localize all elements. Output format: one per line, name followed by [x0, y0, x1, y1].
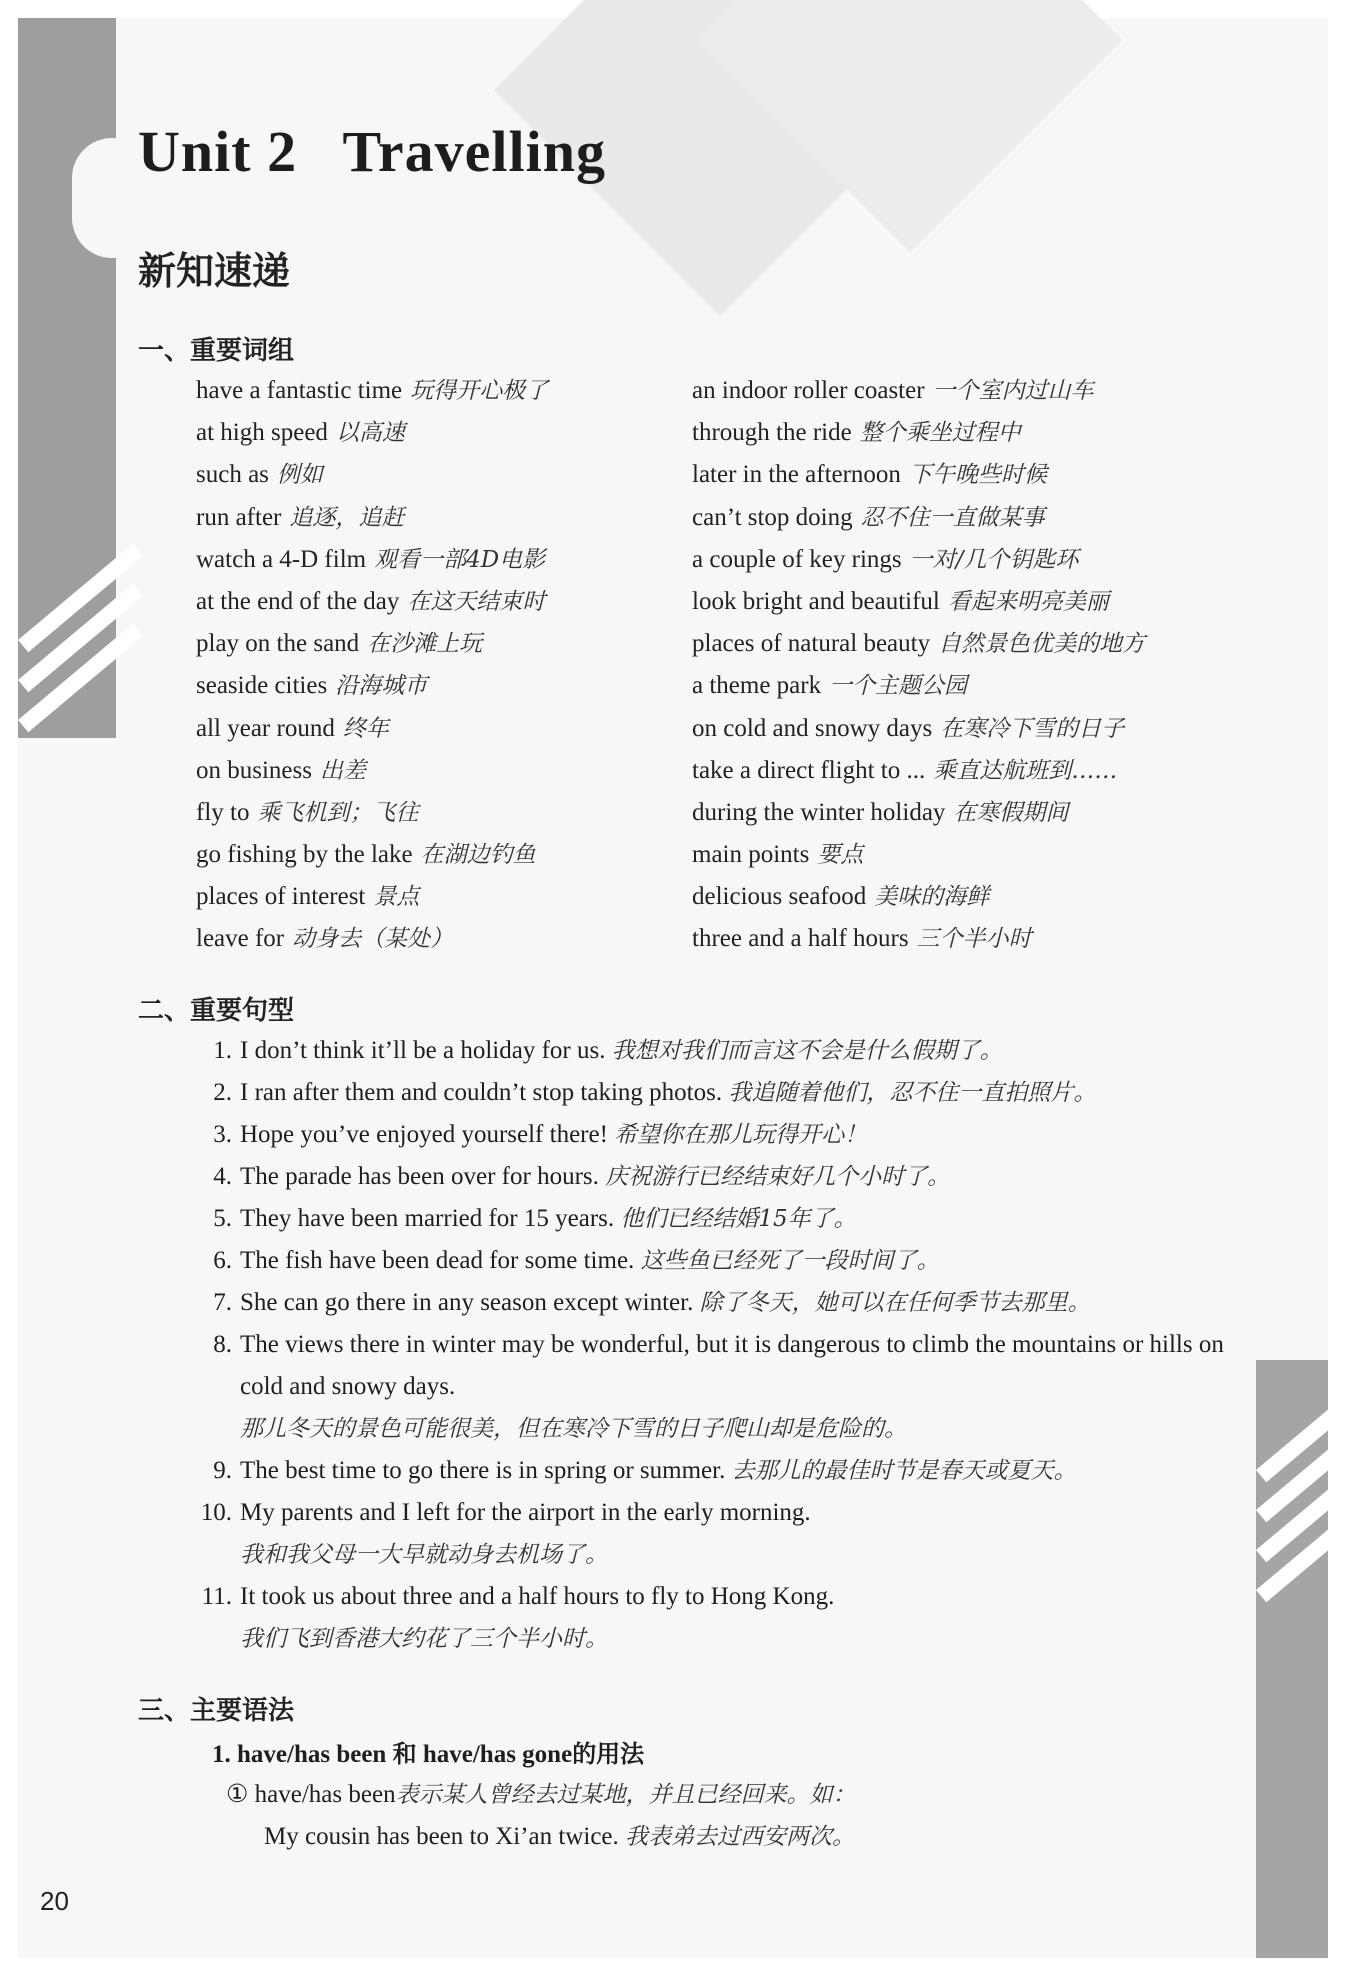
phrase-item: places of natural beauty 自然景色优美的地方 — [692, 630, 1146, 658]
sentence-list — [196, 1030, 1256, 1660]
phrase-item: places of interest 景点 — [196, 883, 420, 911]
phrase-item: such as 例如 — [196, 461, 323, 489]
phrase-item: go fishing by the lake 在湖边钓鱼 — [196, 841, 536, 869]
grammar-title: 1. have/has been 和 have/has gone的用法 — [212, 1740, 645, 1768]
sentence-item: 2. I ran after them and couldn’t stop taking photos. 我追随着他们，忍不住一直拍照片。 — [213, 1079, 1097, 1106]
phrase-item: three and a half hours 三个半小时 — [692, 925, 1032, 953]
phrase-item: during the winter holiday 在寒假期间 — [692, 798, 1069, 826]
phrase-item: look bright and beautiful 看起来明亮美丽 — [692, 587, 1109, 615]
part2-heading: 二、重要句型 — [138, 996, 295, 1026]
phrase-item: take a direct flight to ... 乘直达航班到…… — [692, 756, 1118, 784]
phrase-item: leave for 动身去（某处） — [196, 925, 454, 953]
page-number: 20 — [40, 1886, 69, 1916]
phrase-item: run after 追逐，追赶 — [196, 503, 405, 531]
sentence-item: 9. The best time to go there is in spring or summer. 去那儿的最佳时节是春天或夏天。 — [213, 1457, 1077, 1484]
phrase-item: delicious seafood 美味的海鲜 — [692, 883, 990, 911]
phrase-list-right — [692, 370, 1145, 961]
phrase-item: can’t stop doing 忍不住一直做某事 — [692, 503, 1045, 531]
phrase-item: a couple of key rings 一对/几个钥匙环 — [692, 545, 1079, 573]
phrase-item: fly to 乘飞机到；飞往 — [196, 798, 419, 826]
sentence-item: 5. They have been married for 15 years. 他们已经结婚15年了。 — [213, 1205, 857, 1232]
phrase-item: have a fantastic time 玩得开心极了 — [196, 377, 549, 404]
grammar-point: ① have/has been表示某人曾经去过某地，并且已经回来。如： — [226, 1781, 856, 1808]
grammar-example: My cousin has been to Xi’an twice. 我表弟去过西安两次。 — [264, 1823, 856, 1850]
phrase-item: at high speed 以高速 — [196, 419, 405, 447]
sentence-item: 10. My parents and I left for the airport in the early morning. 我和我父母一大早就动身去机场了。 — [200, 1499, 811, 1568]
unit-title: Unit 2 Travelling — [138, 119, 606, 184]
phrase-item: later in the afternoon 下午晚些时候 — [692, 461, 1047, 489]
phrase-item: on business 出差 — [196, 756, 366, 784]
point-marker: ① — [226, 1781, 249, 1808]
phrase-item: through the ride 整个乘坐过程中 — [692, 419, 1021, 447]
sentence-item: 1. I don’t think it’ll be a holiday for us. 我想对我们而言这不会是什么假期了。 — [213, 1037, 1003, 1064]
phrase-item: watch a 4-D film 观看一部4D电影 — [196, 545, 546, 573]
phrase-item: main points 要点 — [692, 841, 864, 869]
part3-heading: 三、主要语法 — [138, 1696, 295, 1726]
sentence-item: 8. The views there in winter may be wonderful, but it is dangerous to climb the mountains or hills on cold and snowy days. 那儿冬天的景色可能很美，但在寒冷下雪的日子爬山却是危险的。 — [213, 1331, 1224, 1442]
phrase-item: an indoor roller coaster 一个室内过山车 — [692, 377, 1094, 404]
phrase-item: all year round 终年 — [196, 714, 389, 742]
phrase-item: on cold and snowy days 在寒冷下雪的日子 — [692, 714, 1125, 742]
sentence-item: 4. The parade has been over for hours. 庆祝游行已经结束好几个小时了。 — [213, 1163, 951, 1190]
phrase-item: seaside cities 沿海城市 — [196, 672, 428, 700]
section-heading: 新知速递 — [138, 249, 291, 293]
sentence-item: 6. The fish have been dead for some time. 这些鱼已经死了一段时间了。 — [213, 1247, 940, 1274]
sentence-item: 11. It took us about three and a half hours to fly to Hong Kong. 我们飞到香港大约花了三个半小时。 — [201, 1583, 835, 1652]
phrase-list-left — [196, 370, 548, 961]
phrase-item: at the end of the day 在这天结束时 — [196, 587, 546, 615]
phrase-item: a theme park 一个主题公园 — [692, 672, 968, 700]
phrase-item: play on the sand 在沙滩上玩 — [196, 630, 483, 658]
part1-heading: 一、重要词组 — [138, 336, 295, 366]
page-background — [18, 18, 1328, 1958]
sentence-item: 7. She can go there in any season except winter. 除了冬天，她可以在任何季节去那里。 — [213, 1289, 1091, 1316]
sentence-item: 3. Hope you’ve enjoyed yourself there! 希望你在那儿玩得开心！ — [213, 1121, 868, 1148]
